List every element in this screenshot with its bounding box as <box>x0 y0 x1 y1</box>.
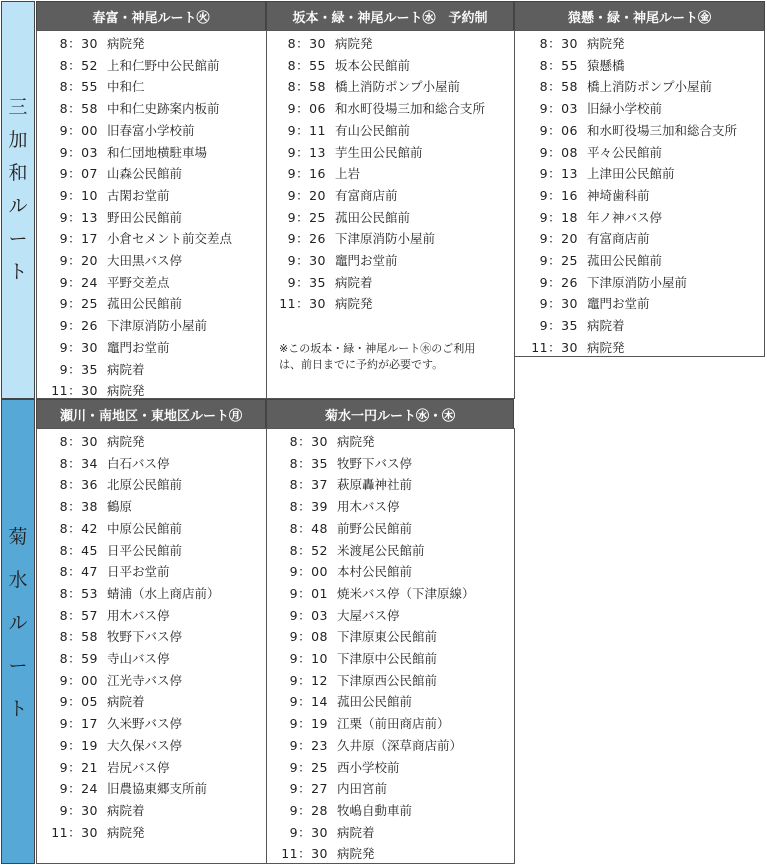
stop-time: 9：06 <box>539 122 578 138</box>
stop-time: 8：47 <box>59 564 98 580</box>
stop-row <box>267 33 373 54</box>
stop-name: 下津原西公民館前 <box>337 672 438 688</box>
stop-time: 9：13 <box>287 144 326 160</box>
stop-time: 8：59 <box>59 651 98 666</box>
stop-time: 9：19 <box>59 737 98 753</box>
stop-name: 旧農協東郷支所前 <box>107 781 208 797</box>
stop-time: 8：39 <box>289 499 328 515</box>
stop-row <box>37 293 182 314</box>
route-schedule-r4 <box>36 428 267 864</box>
stop-row <box>37 380 145 401</box>
stop-time: 8：30 <box>289 434 328 449</box>
stop-row <box>37 337 170 358</box>
stop-name: 西小学校前 <box>337 759 400 775</box>
stop-name: 久米野バス停 <box>107 716 183 732</box>
stop-time: 9：30 <box>289 824 328 840</box>
stop-row <box>37 207 182 228</box>
route-header-r3: 猿懸・緑・神尾ルート㊎ <box>514 1 765 30</box>
stop-row <box>267 800 412 821</box>
stop-row <box>267 98 485 119</box>
stop-row <box>267 496 400 517</box>
stop-row <box>267 474 412 495</box>
stop-name: 菰田公民館前 <box>335 209 411 225</box>
stop-name: 菰田公民館前 <box>587 253 663 268</box>
stop-time: 9：08 <box>289 629 328 645</box>
stop-name: 和水町役場三加和総合支所 <box>335 101 486 117</box>
stop-row <box>37 670 182 691</box>
stop-time: 11：30 <box>281 846 328 862</box>
stop-time: 9：03 <box>59 144 98 160</box>
stop-time: 9：13 <box>539 166 578 182</box>
stop-row <box>267 228 435 249</box>
stop-row <box>515 185 650 206</box>
stop-name: 白石バス停 <box>107 455 170 471</box>
stop-time: 9：06 <box>287 101 326 117</box>
route-schedule-r1 <box>36 30 267 399</box>
side-label-kikusui <box>1 399 35 864</box>
stop-row <box>267 293 373 314</box>
stop-time: 8：36 <box>59 477 98 493</box>
stop-name: 病院発 <box>335 36 373 51</box>
stop-name: 寺山バス停 <box>107 651 170 666</box>
stop-time: 9：35 <box>539 318 578 334</box>
stop-time: 9：30 <box>59 802 98 818</box>
stop-name: 上津田公民館前 <box>587 166 675 182</box>
stop-row <box>37 272 170 293</box>
stop-name: 平野交差点 <box>107 274 170 290</box>
stop-name: 北原公民館前 <box>107 477 183 493</box>
stop-time: 8：55 <box>539 57 578 73</box>
stop-row <box>37 735 182 756</box>
stop-row <box>267 670 437 691</box>
side-label-char: ト <box>8 261 28 283</box>
stop-row <box>267 605 400 626</box>
stop-row <box>37 691 145 712</box>
stop-row <box>267 185 398 206</box>
stop-row <box>37 713 182 734</box>
stop-name: 有山公民館前 <box>335 122 411 138</box>
stop-name: 橋上消防ポンプ小屋前 <box>587 79 713 95</box>
stop-time: 8：30 <box>59 36 98 51</box>
stop-time: 11：30 <box>51 383 98 399</box>
stop-name: 大田黒バス停 <box>107 253 183 268</box>
stop-row <box>37 822 145 843</box>
stop-name: 中和仁 <box>107 79 145 95</box>
stop-name: 年ノ神バス停 <box>587 209 663 225</box>
stop-row <box>515 250 662 271</box>
route-header-r4: 瀬川・南地区・東地区ルート㊊ <box>36 399 266 428</box>
stop-row <box>37 55 220 76</box>
route-schedule-r5 <box>266 428 515 864</box>
stop-name: 病院発 <box>335 296 373 312</box>
stop-time: 9：19 <box>289 716 328 732</box>
stop-row <box>267 583 475 604</box>
stop-row <box>267 626 437 647</box>
stop-name: 猿懸橋 <box>587 57 625 73</box>
stop-name: 久井原（深草商店前） <box>337 737 463 753</box>
side-label-char: 加 <box>8 129 28 151</box>
stop-time: 8：52 <box>289 542 328 558</box>
stop-time: 9：00 <box>59 122 98 138</box>
stop-name: 中原公民館前 <box>107 520 183 536</box>
stop-name: 病院発 <box>107 434 145 449</box>
stop-time: 9：25 <box>59 296 98 312</box>
stop-name: 有富商店前 <box>587 231 650 247</box>
stop-name: 小倉セメント前交差点 <box>107 231 233 247</box>
stop-row <box>37 250 182 271</box>
route-header-r2: 坂本・緑・神尾ルート㊌ 予約制 <box>266 1 514 30</box>
stop-time: 9：20 <box>287 187 326 203</box>
side-label-char: ル <box>8 195 28 217</box>
stop-name: 下津原中公民館前 <box>337 651 438 666</box>
stop-time: 8：52 <box>59 57 98 73</box>
stop-row <box>37 605 170 626</box>
stop-name: 病院発 <box>337 434 375 449</box>
stop-name: 芋生田公民館前 <box>335 144 423 160</box>
stop-time: 9：27 <box>289 781 328 797</box>
stop-time: 11：30 <box>531 339 578 355</box>
stop-row <box>515 120 737 141</box>
stop-time: 9：17 <box>59 231 98 247</box>
stop-time: 8：45 <box>59 542 98 558</box>
stop-name: 坂本公民館前 <box>335 57 411 73</box>
stop-row <box>37 120 195 141</box>
stop-time: 9：16 <box>287 166 326 182</box>
stop-name: 上岩 <box>335 166 361 182</box>
stop-row <box>267 207 410 228</box>
stop-row <box>515 272 687 293</box>
stop-time: 9：30 <box>59 339 98 355</box>
stop-row <box>515 76 712 97</box>
stop-name: 病院着 <box>107 694 145 710</box>
stop-row <box>37 163 182 184</box>
side-label-char: 菊 <box>8 526 28 548</box>
stop-row <box>37 185 170 206</box>
stop-name: 和水町役場三加和総合支所 <box>587 122 738 138</box>
stop-time: 8：58 <box>59 629 98 645</box>
stop-time: 9：08 <box>539 144 578 160</box>
stop-time: 9：00 <box>59 672 98 688</box>
side-label-char: ト <box>8 698 28 720</box>
stop-row <box>37 518 182 539</box>
stop-time: 8：37 <box>289 477 328 493</box>
side-label-char: ー <box>8 655 28 677</box>
stop-time: 9：26 <box>59 318 98 334</box>
stop-time: 9：25 <box>287 209 326 225</box>
stop-time: 9：18 <box>539 209 578 225</box>
stop-time: 9：10 <box>59 187 98 203</box>
stop-row <box>267 778 387 799</box>
stop-time: 9：12 <box>289 672 328 688</box>
stop-time: 8：30 <box>539 36 578 51</box>
stop-time: 9：24 <box>59 274 98 290</box>
stop-row <box>267 518 412 539</box>
stop-time: 9：20 <box>59 253 98 268</box>
stop-row <box>515 33 625 54</box>
stop-name: 大久保バス停 <box>107 737 183 753</box>
stop-name: 病院発 <box>337 846 375 862</box>
stop-name: 岩尻バス停 <box>107 759 170 775</box>
stop-name: 下津原消防小屋前 <box>587 274 688 290</box>
stop-time: 9：00 <box>289 564 328 580</box>
stop-name: 病院着 <box>337 824 375 840</box>
stop-time: 9：13 <box>59 209 98 225</box>
stop-name: 鶴原 <box>107 499 133 515</box>
stop-name: 用木バス停 <box>337 499 400 515</box>
stop-row <box>37 453 170 474</box>
stop-time: 9：20 <box>539 231 578 247</box>
stop-time: 9：01 <box>289 585 328 601</box>
stop-row <box>515 207 662 228</box>
stop-name: 竈門お堂前 <box>587 296 650 312</box>
stop-name: 旧緑小学校前 <box>587 101 663 117</box>
side-label-char: 和 <box>8 162 28 184</box>
stop-row <box>37 98 220 119</box>
stop-name: 橋上消防ポンプ小屋前 <box>335 79 461 95</box>
stop-row <box>267 822 375 843</box>
stop-name: 日平公民館前 <box>107 542 183 558</box>
stop-name: 病院着 <box>335 274 373 290</box>
stop-row <box>515 293 650 314</box>
stop-name: 竈門お堂前 <box>107 339 170 355</box>
stop-row <box>267 843 375 864</box>
stop-name: 病院発 <box>587 339 625 355</box>
stop-row <box>37 540 182 561</box>
stop-name: 平々公民館前 <box>587 144 663 160</box>
stop-time: 8：38 <box>59 499 98 515</box>
stop-name: 病院着 <box>587 318 625 334</box>
side-label-mikawa <box>1 1 35 399</box>
stop-row <box>37 359 145 380</box>
stop-time: 9：16 <box>539 187 578 203</box>
stop-time: 9：10 <box>289 651 328 666</box>
stop-name: 大屋バス停 <box>337 607 400 623</box>
stop-row <box>267 540 425 561</box>
stop-row <box>267 142 423 163</box>
stop-time: 9：35 <box>59 361 98 377</box>
route-schedule-r3 <box>514 30 765 357</box>
stop-row <box>515 337 625 358</box>
stop-time: 9：17 <box>59 716 98 732</box>
stop-time: 9：23 <box>289 737 328 753</box>
stop-name: 下津原消防小屋前 <box>335 231 436 247</box>
stop-name: 江光寺バス停 <box>107 672 183 688</box>
stop-time: 8：48 <box>289 520 328 536</box>
stop-row <box>515 228 650 249</box>
stop-row <box>267 561 412 582</box>
stop-name: 焼米バス停（下津原線） <box>337 585 475 601</box>
stop-name: 山森公民館前 <box>107 166 183 182</box>
stop-row <box>267 120 410 141</box>
stop-row <box>37 561 170 582</box>
stop-row <box>37 33 145 54</box>
stop-row <box>37 583 220 604</box>
side-label-char: ー <box>8 228 28 250</box>
stop-name: 用木バス停 <box>107 607 170 623</box>
stop-name: 菰田公民館前 <box>107 296 183 312</box>
stop-name: 牧野下バス停 <box>107 629 183 645</box>
stop-time: 9：24 <box>59 781 98 797</box>
stop-name: 中和仁史跡案内板前 <box>107 101 220 117</box>
stop-row <box>267 757 400 778</box>
stop-name: 病院発 <box>107 383 145 399</box>
stop-row <box>37 778 207 799</box>
stop-name: 米渡尾公民館前 <box>337 542 425 558</box>
route-header-r1: 春富・神尾ルート㊋ <box>36 1 266 30</box>
stop-time: 8：58 <box>287 79 326 95</box>
stop-time: 8：34 <box>59 455 98 471</box>
stop-row <box>37 496 132 517</box>
stop-row <box>37 800 145 821</box>
stop-time: 8：53 <box>59 585 98 601</box>
stop-row <box>37 648 170 669</box>
stop-time: 8：57 <box>59 607 98 623</box>
stop-name: 牧嶋自動車前 <box>337 802 413 818</box>
stop-time: 9：26 <box>287 231 326 247</box>
side-label-char: ル <box>8 612 28 634</box>
stop-name: 旧春富小学校前 <box>107 122 195 138</box>
stop-row <box>267 648 437 669</box>
stop-time: 9：03 <box>289 607 328 623</box>
stop-time: 8：30 <box>287 36 326 51</box>
stop-row <box>37 228 232 249</box>
stop-name: 上和仁野中公民館前 <box>107 57 220 73</box>
stop-time: 9：30 <box>539 296 578 312</box>
stop-row <box>267 76 460 97</box>
stop-name: 内田宮前 <box>337 781 388 797</box>
stop-row <box>267 55 410 76</box>
stop-time: 9：30 <box>287 253 326 268</box>
stop-row <box>267 431 375 452</box>
stop-row <box>515 163 675 184</box>
stop-time: 9：21 <box>59 759 98 775</box>
stop-name: 前野公民館前 <box>337 520 413 536</box>
stop-row <box>37 76 145 97</box>
stop-name: 下津原東公民館前 <box>337 629 438 645</box>
stop-time: 8：58 <box>539 79 578 95</box>
stop-time: 9：14 <box>289 694 328 710</box>
stop-name: 神埼歯科前 <box>587 187 650 203</box>
stop-name: 病院発 <box>587 36 625 51</box>
stop-name: 菰田公民館前 <box>337 694 413 710</box>
stop-time: 9：25 <box>539 253 578 268</box>
side-label-char: 水 <box>8 569 28 591</box>
reservation-note: ※この坂本・緑・神尾ルート㊌のご利用 は、前日までに予約が必要です。 <box>279 342 476 371</box>
stop-row <box>267 272 373 293</box>
stop-time: 8：58 <box>59 101 98 117</box>
stop-name: 古閑お堂前 <box>107 187 170 203</box>
side-label-char: 三 <box>8 96 28 118</box>
stop-row <box>267 453 412 474</box>
stop-row <box>515 315 625 336</box>
stop-name: 萩原轟神社前 <box>337 477 413 493</box>
stop-row <box>267 735 462 756</box>
stop-name: 病院発 <box>107 824 145 840</box>
route-header-r5: 菊水一円ルート㊌・㊍ <box>266 399 514 428</box>
stop-time: 9：11 <box>287 122 326 138</box>
stop-row <box>37 315 207 336</box>
stop-row <box>267 250 398 271</box>
stop-time: 11：30 <box>51 824 98 840</box>
stop-name: 病院着 <box>107 361 145 377</box>
stop-row <box>37 431 145 452</box>
route-schedule-r2 <box>266 30 515 399</box>
stop-row <box>37 142 207 163</box>
stop-time: 8：55 <box>287 57 326 73</box>
stop-time: 8：30 <box>59 434 98 449</box>
stop-name: 江栗（前田商店前） <box>337 716 450 732</box>
stop-time: 9：07 <box>59 166 98 182</box>
stop-time: 11：30 <box>279 296 326 312</box>
stop-time: 9：05 <box>59 694 98 710</box>
stop-time: 8：42 <box>59 520 98 536</box>
stop-row <box>37 757 170 778</box>
stop-name: 本村公民館前 <box>337 564 413 580</box>
stop-row <box>515 142 662 163</box>
stop-row <box>267 713 450 734</box>
stop-row <box>267 163 360 184</box>
stop-row <box>515 55 625 76</box>
stop-time: 9：03 <box>539 101 578 117</box>
stop-time: 9：25 <box>289 759 328 775</box>
stop-name: 牧野下バス停 <box>337 455 413 471</box>
stop-time: 8：55 <box>59 79 98 95</box>
stop-name: 蜻浦（水上商店前） <box>107 585 220 601</box>
stop-name: 病院着 <box>107 802 145 818</box>
stop-time: 9：35 <box>287 274 326 290</box>
stop-row <box>37 474 182 495</box>
stop-row <box>515 98 662 119</box>
stop-name: 竈門お堂前 <box>335 253 398 268</box>
stop-time: 9：26 <box>539 274 578 290</box>
stop-time: 9：28 <box>289 802 328 818</box>
stop-name: 野田公民館前 <box>107 209 183 225</box>
stop-row <box>267 691 412 712</box>
stop-row <box>37 626 182 647</box>
stop-name: 病院発 <box>107 36 145 51</box>
stop-name: 日平お堂前 <box>107 564 170 580</box>
stop-time: 8：35 <box>289 455 328 471</box>
stop-name: 有富商店前 <box>335 187 398 203</box>
stop-name: 下津原消防小屋前 <box>107 318 208 334</box>
stop-name: 和仁団地横駐車場 <box>107 144 208 160</box>
